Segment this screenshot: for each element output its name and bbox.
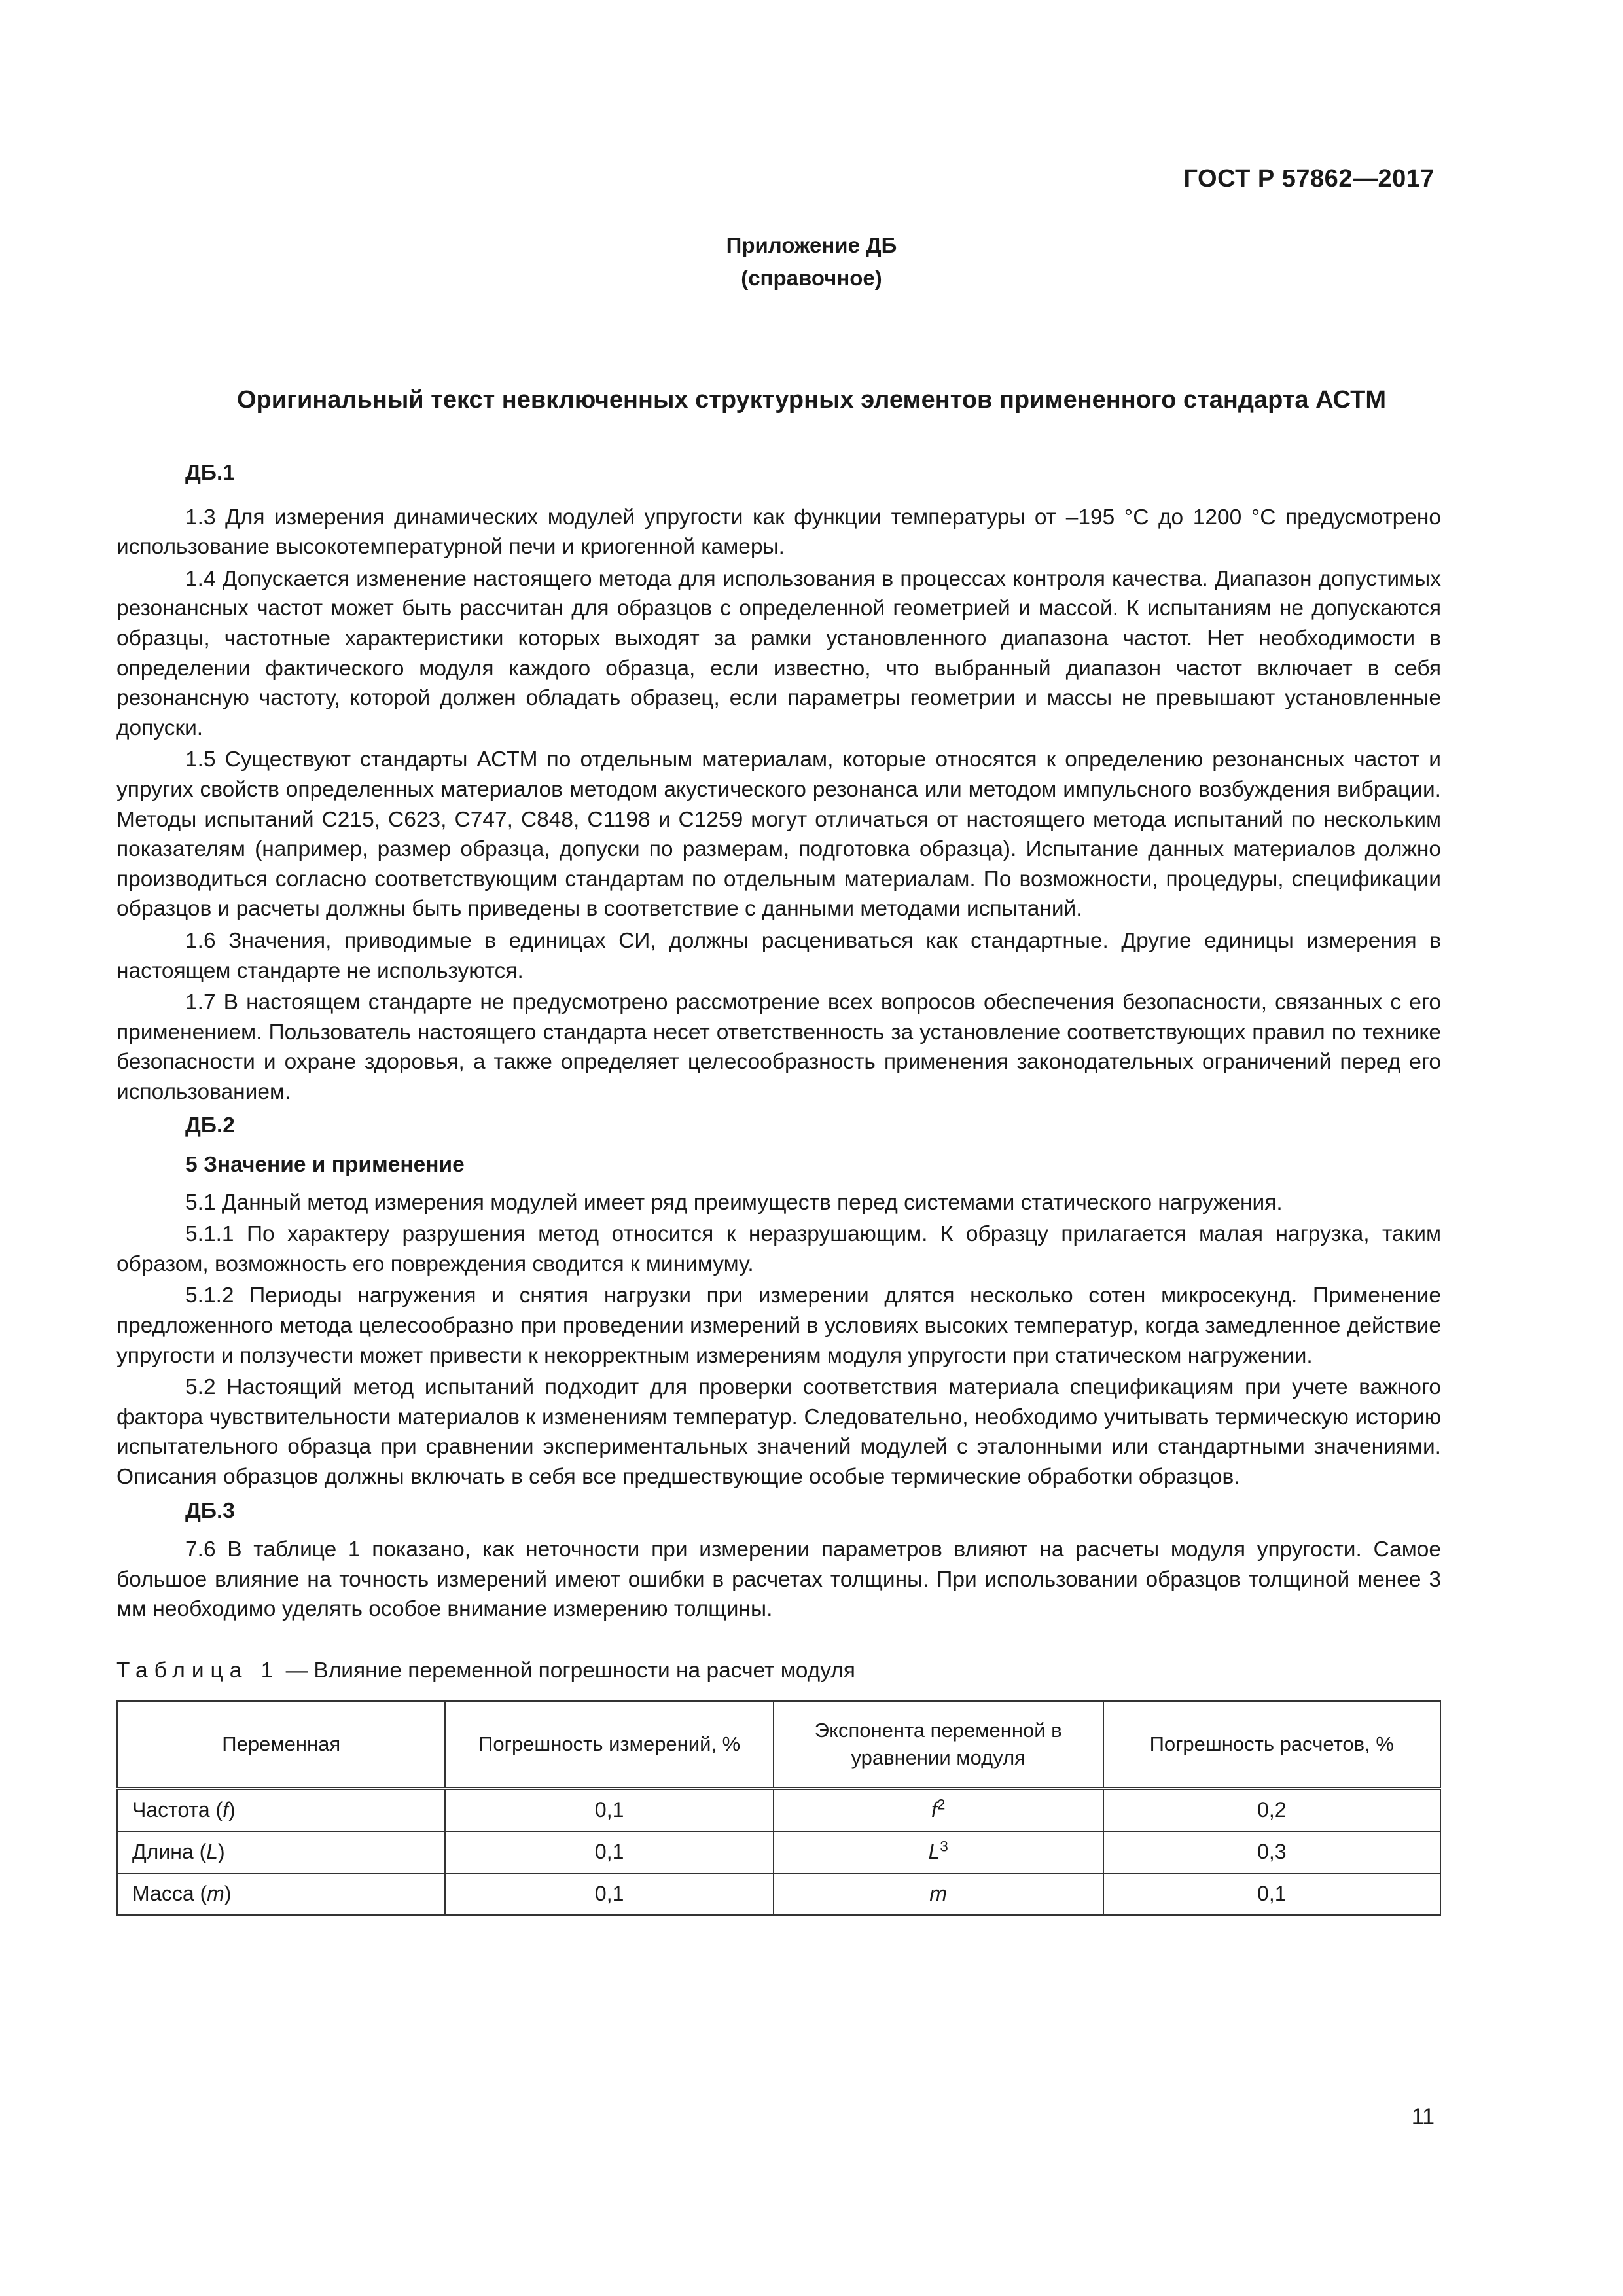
cell-measurement-error: 0,1 — [445, 1873, 773, 1915]
paragraph: 1.6 Значения, приводимые в единицах СИ, должны расцениваться как стандартные. Другие единицы измерения в настоящем стандарте не используются. — [116, 928, 1441, 983]
subsection-heading: 5 Значение и применение — [185, 1153, 465, 1177]
paragraph: 5.2 Настоящий метод испытаний подходит для проверки соответствия материала спецификациям при учете важного фактора чувствительности материалов к изменениям температур. Следовательно, необходимо учитывать термическую историю испытательного образца при сравнении экспериментальных значений модулей с эталонными или стандартными значениями. Описания образцов должны включать в себя все предшествующие особые термические обработки образцов. — [116, 1375, 1441, 1489]
section-heading-db2: ДБ.2 — [185, 1113, 235, 1138]
annex-status: (справочное) — [741, 266, 882, 290]
section-heading-db3: ДБ.3 — [185, 1498, 235, 1523]
main-title: Оригинальный текст невключенных структурных элементов примененного стандарта АСТМ — [237, 386, 1386, 414]
page-number: 11 — [1411, 2104, 1435, 2129]
header-measurement-error: Погрешность измерений, % — [445, 1701, 773, 1789]
header-calc-error: Погрешность расчетов, % — [1103, 1701, 1440, 1789]
cell-exponent: $L^3$ — [774, 1831, 1103, 1873]
annex-title: Приложение ДБ — [726, 233, 897, 257]
paragraph: 1.3 Для измерения динамических модулей упругости как функции температуры от –195 °С до 1200 °С предусмотрено использование высокотемпературной печи и криогенной камеры. — [116, 505, 1441, 560]
modulus-error-table — [116, 1700, 1441, 1916]
cell-calc-error: 0,3 — [1103, 1831, 1440, 1873]
paragraph: 1.5 Существуют стандарты АСТМ по отдельным материалам, которые относятся к определению резонансных частот и упругих свойств определенных материалов методом акустического резонанса или методом импульсного возбуждения вибрации. Методы испытаний С215, С623, С747, С848, С1198 и С1259 могут отличаться от настоящего метода испытаний по нескольким показателям (например, размер образца, допуски по размерам, подготовка образца). Испытание данных материалов должно производиться согласно соответствующим стандартам по отдельным материалам. По возможности, процедуры, спецификации образцов и расчеты должны быть приведены в соответствие с данными методами испытаний. — [116, 747, 1441, 922]
section-heading-db1: ДБ.1 — [185, 461, 235, 485]
cell-variable: Длина (L) — [117, 1831, 445, 1873]
cell-variable: Масса (m) — [117, 1873, 445, 1915]
table-row — [117, 1831, 1440, 1873]
header-exponent: Экспонента переменной в уравнении модуля — [774, 1701, 1103, 1789]
paragraph: 5.1 Данный метод измерения модулей имеет ряд преимуществ перед системами статического нагружения. — [185, 1190, 1283, 1215]
paragraph: 7.6 В таблице 1 показано, как неточности при измерении параметров влияют на расчеты модуля упругости. Самое большое влияние на точность измерений имеют ошибки в расчетах толщины. При использовании образцов толщиной менее 3 мм необходимо уделять особое внимание измерению толщины. — [116, 1537, 1441, 1622]
paragraph: 5.1.2 Периоды нагружения и снятия нагрузки при измерении длятся несколько сотен микросекунд. Применение предложенного метода целесообразно при проведении измерений в условиях высоких температур, когда замедленное действие упругости и ползучести может привести к некорректным измерениям модуля упругости при статическом нагружении. — [116, 1283, 1441, 1368]
paragraph: 5.1.1 По характеру разрушения метод относится к неразрушающим. К образцу прилагается малая нагрузка, таким образом, возможность его повреждения сводится к минимуму. — [116, 1222, 1441, 1276]
paragraph: 1.4 Допускается изменение настоящего метода для использования в процессах контроля качества. Диапазон допустимых резонансных частот может быть рассчитан для образцов с определенной геометрией и массой. К испытаниям не допускаются образцы, частотные характеристики которых выходят за рамки установленного диапазона частот. Нет необходимости в определении фактического модуля каждого образца, если известно, что выбранный диапазон частот включает в себя резонансную частоту, которой должен обладать образец, если параметры геометрии и массы не превышают установленные допуски. — [116, 566, 1441, 740]
paragraph: 1.7 В настоящем стандарте не предусмотрено рассмотрение всех вопросов обеспечения безопасности, связанных с его применением. Пользователь настоящего стандарта несет ответственность за установление соответствующих правил по технике безопасности и охране здоровья, а также определяет целесообразность применения законодательных ограничений перед его использованием. — [116, 990, 1441, 1104]
cell-measurement-error: 0,1 — [445, 1788, 773, 1831]
table-caption-label: Таблица 1 — [116, 1658, 280, 1683]
cell-variable: Частота (f) — [117, 1788, 445, 1831]
table-caption-text: — Влияние переменной погрешности на расчет модуля — [279, 1658, 855, 1683]
document-code: ГОСТ Р 57862—2017 — [1183, 165, 1435, 192]
cell-exponent: $f^2$ — [774, 1788, 1103, 1831]
table-header-row — [117, 1701, 1440, 1789]
header-variable: Переменная — [117, 1701, 445, 1789]
cell-measurement-error: 0,1 — [445, 1831, 773, 1873]
annex-header — [0, 229, 1623, 295]
table-caption — [116, 1656, 1441, 1686]
document-body — [116, 458, 1441, 1916]
cell-exponent: m — [774, 1873, 1103, 1915]
cell-calc-error: 0,2 — [1103, 1788, 1440, 1831]
table-row — [117, 1873, 1440, 1915]
cell-calc-error: 0,1 — [1103, 1873, 1440, 1915]
table-row — [117, 1788, 1440, 1831]
